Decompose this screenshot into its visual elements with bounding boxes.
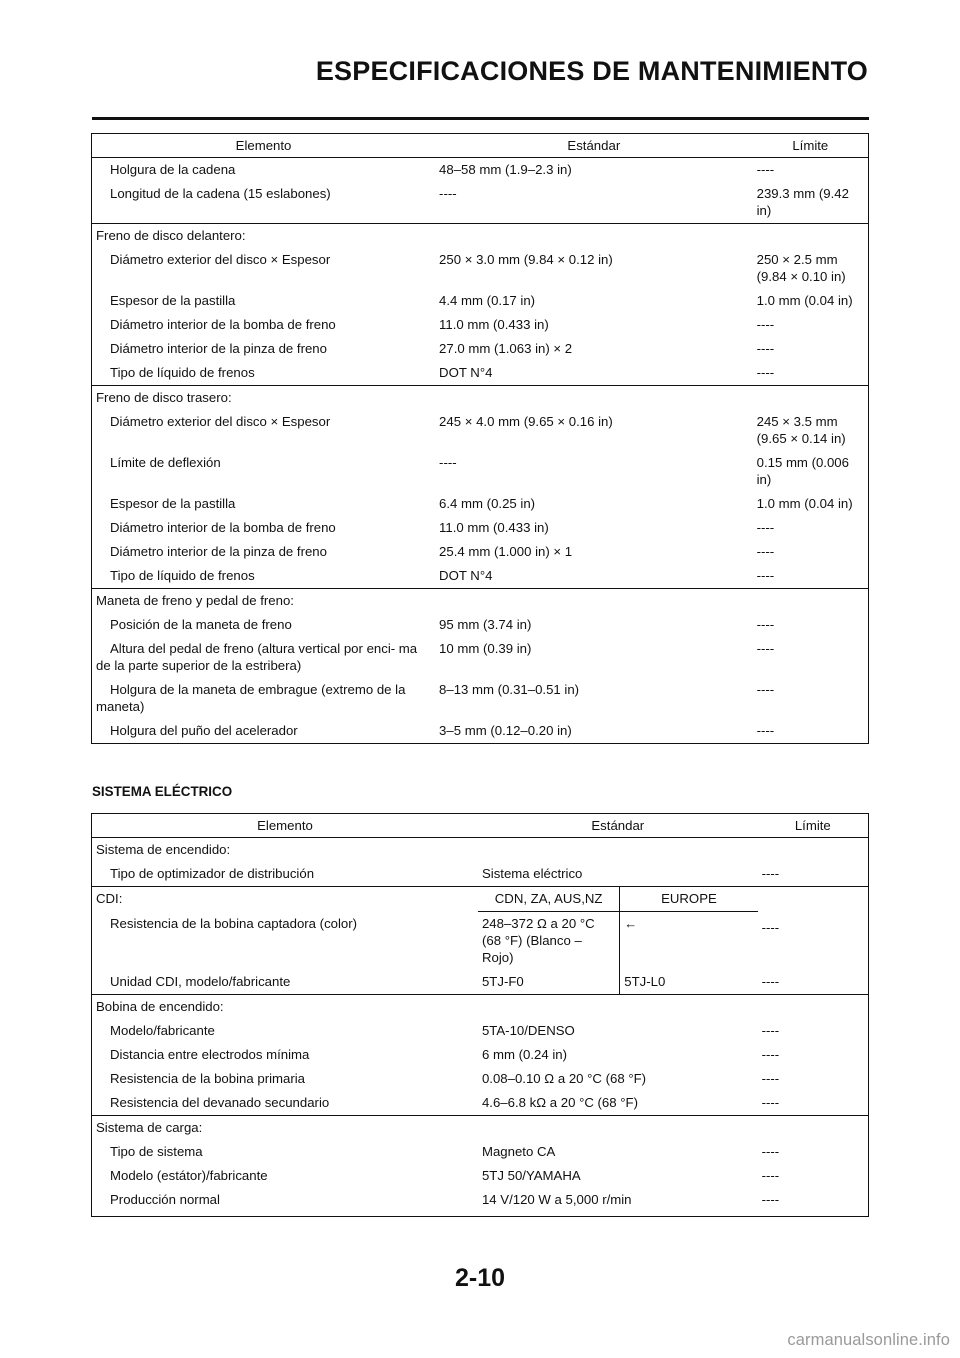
group-row [92, 386, 869, 411]
table-row [92, 564, 869, 589]
row-standard: Sistema eléctrico [481, 866, 583, 881]
row-item: Tipo de líquido de frenos [110, 568, 255, 583]
row-standard: 4.4 mm (0.17 in) [439, 293, 536, 308]
page-title: ESPECIFICACIONES DE MANTENIMIENTO [315, 56, 868, 86]
table-header-row [92, 134, 869, 158]
table-row [92, 289, 869, 313]
row-item: Resistencia de la bobina primaria [110, 1071, 305, 1086]
row-item: Diámetro interior de la bomba de freno [110, 317, 336, 332]
cdi-region-a-header: CDN, ZA, AUS,NZ [478, 887, 620, 912]
table-row [92, 451, 869, 492]
row-standard-region-a: 248–372 Ω a 20 °C (68 °F) (Blanco – Rojo) [481, 916, 595, 965]
table-row [92, 912, 869, 971]
row-limit: ---- [756, 568, 775, 583]
row-standard: 3–5 mm (0.12–0.20 in) [439, 723, 572, 738]
row-limit: 1.0 mm (0.04 in) [756, 293, 853, 308]
row-limit: 250 × 2.5 mm (9.84 × 0.10 in) [756, 252, 846, 284]
table-row [92, 248, 869, 289]
row-standard: Magneto CA [481, 1144, 556, 1159]
row-item: Resistencia de la bobina captadora (color) [110, 915, 358, 931]
title-divider [92, 117, 869, 120]
group-label: Bobina de encendido: [92, 995, 869, 1020]
group-row [92, 887, 869, 912]
row-item: Altura del pedal de freno (altura vertical por enci- ma de la parte superior de la estribera) [96, 641, 418, 673]
row-standard: 8–13 mm (0.31–0.51 in) [439, 682, 580, 697]
row-item: Producción normal [110, 1192, 220, 1207]
table-row [92, 613, 869, 637]
row-standard: 6.4 mm (0.25 in) [439, 496, 536, 511]
table-row [92, 1019, 869, 1043]
row-item: Longitud de la cadena (15 eslabones) [110, 186, 331, 201]
row-item: Diámetro interior de la pinza de freno [110, 341, 327, 356]
watermark: carmanualsonline.info [787, 1331, 950, 1349]
table-row [92, 492, 869, 516]
row-standard: DOT N°4 [439, 365, 493, 380]
header-limit: Límite [753, 134, 869, 158]
table-row [92, 1091, 869, 1116]
header-standard: Estándar [478, 814, 758, 838]
row-limit: ---- [761, 1168, 780, 1183]
group-label: Sistema de carga: [92, 1116, 869, 1141]
page-number: 2-10 [454, 1264, 506, 1292]
row-item: Diámetro exterior del disco × Espesor [110, 414, 331, 429]
group-row [92, 838, 869, 863]
table-row [92, 1164, 869, 1188]
row-limit: ---- [761, 1023, 780, 1038]
electrical-spec-table [91, 813, 869, 1217]
table-row [92, 313, 869, 337]
group-label: Freno de disco trasero: [92, 386, 869, 411]
row-item: Tipo de líquido de frenos [110, 365, 255, 380]
row-standard-region-b: 5TJ-L0 [620, 970, 758, 995]
header-limit: Límite [758, 814, 869, 838]
table-row [92, 970, 869, 995]
row-standard: 48–58 mm (1.9–2.3 in) [439, 162, 572, 177]
row-limit: ---- [761, 1047, 780, 1062]
header-element: Elemento [92, 814, 478, 838]
row-limit: ---- [761, 1095, 780, 1110]
header-element: Elemento [92, 134, 436, 158]
row-limit: ---- [756, 641, 775, 656]
row-item: Holgura de la maneta de embrague (extremo de la maneta) [96, 682, 406, 714]
table-row [92, 1188, 869, 1217]
table-row [92, 410, 869, 451]
table-header-row [92, 814, 869, 838]
row-standard: DOT N°4 [439, 568, 493, 583]
table-row [92, 516, 869, 540]
row-standard: ---- [439, 455, 457, 470]
row-limit: ---- [756, 365, 775, 380]
row-item: Diámetro interior de la bomba de freno [110, 520, 336, 535]
row-item: Diámetro exterior del disco × Espesor [110, 252, 331, 267]
row-item: Modelo (estátor)/fabricante [110, 1168, 268, 1183]
row-standard: 14 V/120 W a 5,000 r/min [481, 1192, 632, 1207]
row-item: Tipo de optimizador de distribución [110, 866, 315, 881]
row-standard: 95 mm (3.74 in) [439, 617, 532, 632]
maintenance-spec-body [92, 158, 869, 744]
row-item: Holgura de la cadena [110, 162, 236, 177]
row-item: Resistencia del devanado secundario [110, 1095, 330, 1110]
table-row [92, 182, 869, 224]
row-item: Tipo de sistema [110, 1144, 203, 1159]
row-item: Holgura del puño del acelerador [110, 723, 298, 738]
row-standard: 245 × 4.0 mm (9.65 × 0.16 in) [439, 414, 613, 429]
group-label: Maneta de freno y pedal de freno: [92, 589, 869, 614]
row-limit: 245 × 3.5 mm (9.65 × 0.14 in) [756, 414, 846, 446]
row-item: Unidad CDI, modelo/fabricante [110, 974, 291, 989]
row-standard: 25.4 mm (1.000 in) × 1 [439, 544, 573, 559]
row-limit: ---- [756, 317, 775, 332]
section-heading: SISTEMA ELÉCTRICO [92, 784, 233, 799]
group-row [92, 1116, 869, 1141]
row-limit: ---- [756, 723, 775, 738]
row-limit: 1.0 mm (0.04 in) [756, 496, 853, 511]
table-row [92, 1043, 869, 1067]
table-row [92, 337, 869, 361]
row-item: Posición de la maneta de freno [110, 617, 292, 632]
row-limit: ---- [756, 617, 775, 632]
row-limit: ---- [756, 341, 775, 356]
row-standard: 11.0 mm (0.433 in) [439, 520, 549, 535]
row-limit: ---- [761, 866, 780, 881]
row-standard: 10 mm (0.39 in) [439, 641, 532, 656]
group-label: Freno de disco delantero: [92, 224, 869, 249]
group-row [92, 224, 869, 249]
table-row [92, 540, 869, 564]
maintenance-spec-table [91, 133, 869, 744]
row-limit: ---- [761, 974, 780, 989]
group-label: Sistema de encendido: [96, 842, 231, 857]
cdi-region-b-header: EUROPE [620, 887, 758, 912]
row-standard: ---- [439, 186, 457, 201]
row-limit: ---- [756, 682, 775, 697]
row-item: Espesor de la pastilla [110, 293, 236, 308]
row-limit: ---- [756, 162, 775, 177]
row-standard: 6 mm (0.24 in) [481, 1047, 567, 1062]
row-limit: ---- [761, 1144, 780, 1159]
row-standard: 27.0 mm (1.063 in) × 2 [439, 341, 573, 356]
row-limit: ---- [756, 520, 775, 535]
table-row [92, 361, 869, 386]
table-row [92, 862, 869, 887]
row-standard: 250 × 3.0 mm (9.84 × 0.12 in) [439, 252, 613, 267]
row-item: Distancia entre electrodos mínima [110, 1047, 310, 1062]
row-standard: 11.0 mm (0.433 in) [439, 317, 549, 332]
row-limit: ---- [758, 887, 869, 971]
row-standard: 5TJ 50/YAMAHA [481, 1168, 581, 1183]
row-item: Diámetro interior de la pinza de freno [110, 544, 327, 559]
table-row [92, 678, 869, 719]
table-row [92, 1140, 869, 1164]
row-standard: 5TA-10/DENSO [481, 1023, 575, 1038]
header-standard: Estándar [435, 134, 753, 158]
row-limit: 0.15 mm (0.006 in) [756, 455, 849, 487]
same-as-left-arrow: ← [620, 912, 758, 971]
row-standard: 0.08–0.10 Ω a 20 °C (68 °F) [481, 1071, 647, 1086]
group-label: CDI: [92, 887, 478, 912]
table-row [92, 158, 869, 183]
group-row [92, 995, 869, 1020]
row-standard-region-a: 5TJ-F0 [481, 974, 524, 989]
row-item: Espesor de la pastilla [110, 496, 236, 511]
row-limit: 239.3 mm (9.42 in) [756, 186, 849, 218]
table-row [92, 637, 869, 678]
table-row [92, 1067, 869, 1091]
row-limit: ---- [761, 1071, 780, 1086]
row-limit: ---- [761, 1192, 780, 1207]
group-row [92, 589, 869, 614]
row-limit: ---- [756, 544, 775, 559]
row-item: Modelo/fabricante [110, 1023, 215, 1038]
row-standard: 4.6–6.8 kΩ a 20 °C (68 °F) [481, 1095, 638, 1110]
table-row [92, 719, 869, 744]
row-item: Límite de deflexión [110, 455, 221, 470]
